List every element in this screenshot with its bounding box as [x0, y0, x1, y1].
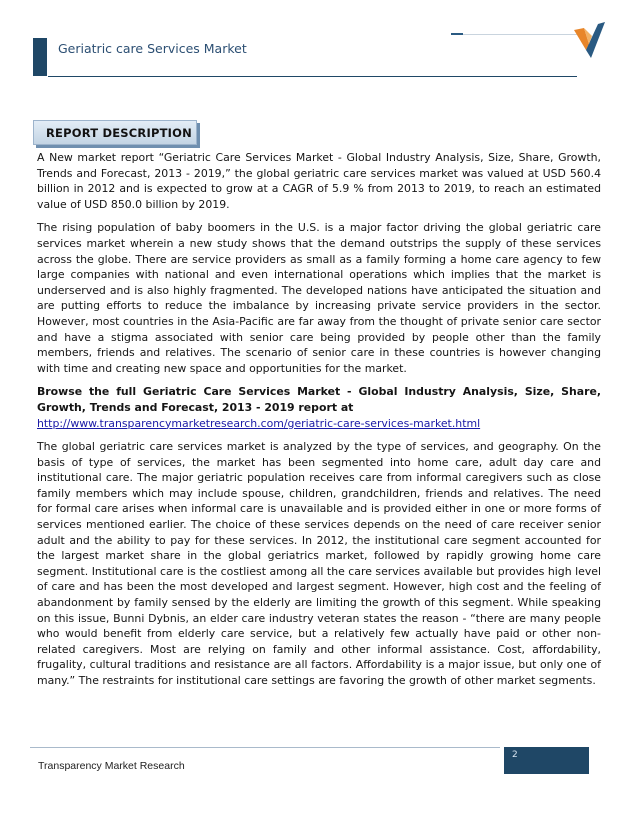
header-top-divider — [460, 34, 578, 35]
report-description-tab — [33, 120, 197, 145]
header-dash — [451, 33, 463, 35]
header-accent-bar — [33, 38, 47, 76]
browse-text: Browse the full Geriatric Care Services Market - Global Industry Analysis, Size, Share, Growth, Trends and Forecast, 2013 - 2019 report at — [37, 385, 601, 414]
header-title: Geriatric care Services Market — [58, 41, 247, 56]
paragraph-analysis: The global geriatric care services market is analyzed by the type of services, and geography. On the basis of type of services, the market has been segmented into home care, adult day care and institutional care. The major geriatric population receives care from informal caregivers such as close family members which may include spouse, children, grandchildren, friends and relatives. The need for formal care arises when informal care is unavailable and is provided either in one or more forms of services mentioned earlier. The choice of these services depends on the need of care receiver senior adult and the ability to pay for these services. In 2012, the institutional care segment accounted for the largest market share in the global geriatrics market, followed by rapidly growing home care segment. Institutional care is the costliest among all the care services available but provides high level of care and has been the most developed and largest segment. However, high cost and the feeling of abandonment by family sensed by the elderly are limiting the growth of this segment. While speaking on this issue, Bunni Dybnis, an elder care industry veteran states the reason - “there are many people who would benefit from elderly care service, but a relatively few actually have paid or other non-related caregivers. Most are relying on family and other informal assistance. Cost, affordability, frugality, cultural traditions and resistance are all factors. Affordability is a major issue, but only one of many.” The restraints for institutional care settings are favoring the growth of other market segments. — [37, 440, 601, 687]
page-number: 2 — [512, 750, 518, 760]
checkmark-logo-icon — [572, 20, 608, 60]
page-number-box — [504, 747, 589, 774]
browse-statement — [37, 384, 601, 431]
paragraph-drivers: The rising population of baby boomers in the U.S. is a major factor driving the global geriatric care services market wherein a new study shows that the demand outstrips the supply of these services across the globe. There are service providers as small as a family forming a home care agency to few large companies with national and even international operations which implies that the market is underserved and is also highly fragmented. The developed nations have anticipated the situation and are putting efforts to reduce the imbalance by increasing private service providers in the sector. However, most countries in the Asia-Pacific are far away from the thought of private senior care sector and have a stigma associated with senior care being provided by people other than the family members, friends and relatives. The scenario of senior care in these countries is however changing with time and creating new space and opportunities for the market. — [37, 221, 601, 375]
paragraph-intro: A New market report “Geriatric Care Services Market - Global Industry Analysis, Size, Share, Growth, Trends and Forecast, 2013 - 2019,” the global geriatric care services market was valued at USD 560.4 billion in 2012 and is expected to grow at a CAGR of 5.9 % from 2013 to 2019, to reach an estimated value of USD 850.0 billion by 2019. — [37, 151, 601, 211]
report-body — [37, 150, 601, 697]
header-divider — [48, 76, 577, 77]
report-link[interactable]: http://www.transparencymarketresearch.com/geriatric-care-services-market.html — [37, 416, 481, 430]
section-label: REPORT DESCRIPTION — [46, 126, 192, 140]
footer-divider — [30, 747, 500, 748]
footer-company: Transparency Market Research — [38, 760, 185, 772]
